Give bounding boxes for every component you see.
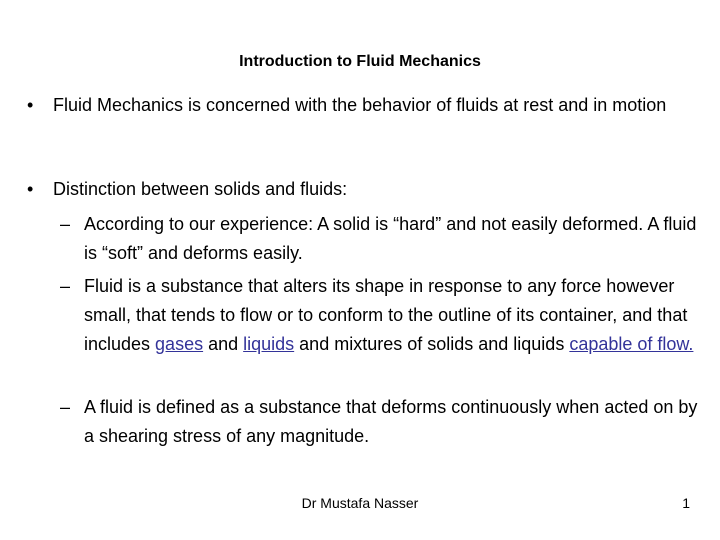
page-number: 1 [682,495,690,511]
bullet-text: Distinction between solids and fluids: [53,179,348,199]
sub-text-part: and mixtures of solids and liquids [294,334,570,354]
gases-link[interactable]: gases [155,334,204,354]
bullet-dot: • [27,95,34,115]
sub-text [84,272,704,359]
capable-of-flow-link[interactable]: capable of flow. [569,334,694,354]
bullet-dot: • [27,179,34,199]
liquids-link[interactable]: liquids [243,334,295,354]
sub-text-part: and [203,334,244,354]
footer-author: Dr Mustafa Nasser [301,495,419,511]
sub-text: A fluid is defined as a substance that deforms continuously when acted on by a shearing stress of any magnitude. [84,397,698,446]
sub-text-part: Fluid is a substance that alters its shape in response to any force however small, that tends to flow or to conform to the outline of its container, and that includes [84,276,688,354]
sub-text: According to our experience: A solid is “hard” and not easily deformed. A fluid is “soft” and deforms easily. [84,214,697,263]
sub-dash: – [60,397,71,417]
slide-title: Introduction to Fluid Mechanics [239,53,481,70]
sub-dash: – [60,276,71,296]
bullet-text: Fluid Mechanics is concerned with the behavior of fluids at rest and in motion [53,95,667,115]
sub-dash: – [60,214,71,234]
